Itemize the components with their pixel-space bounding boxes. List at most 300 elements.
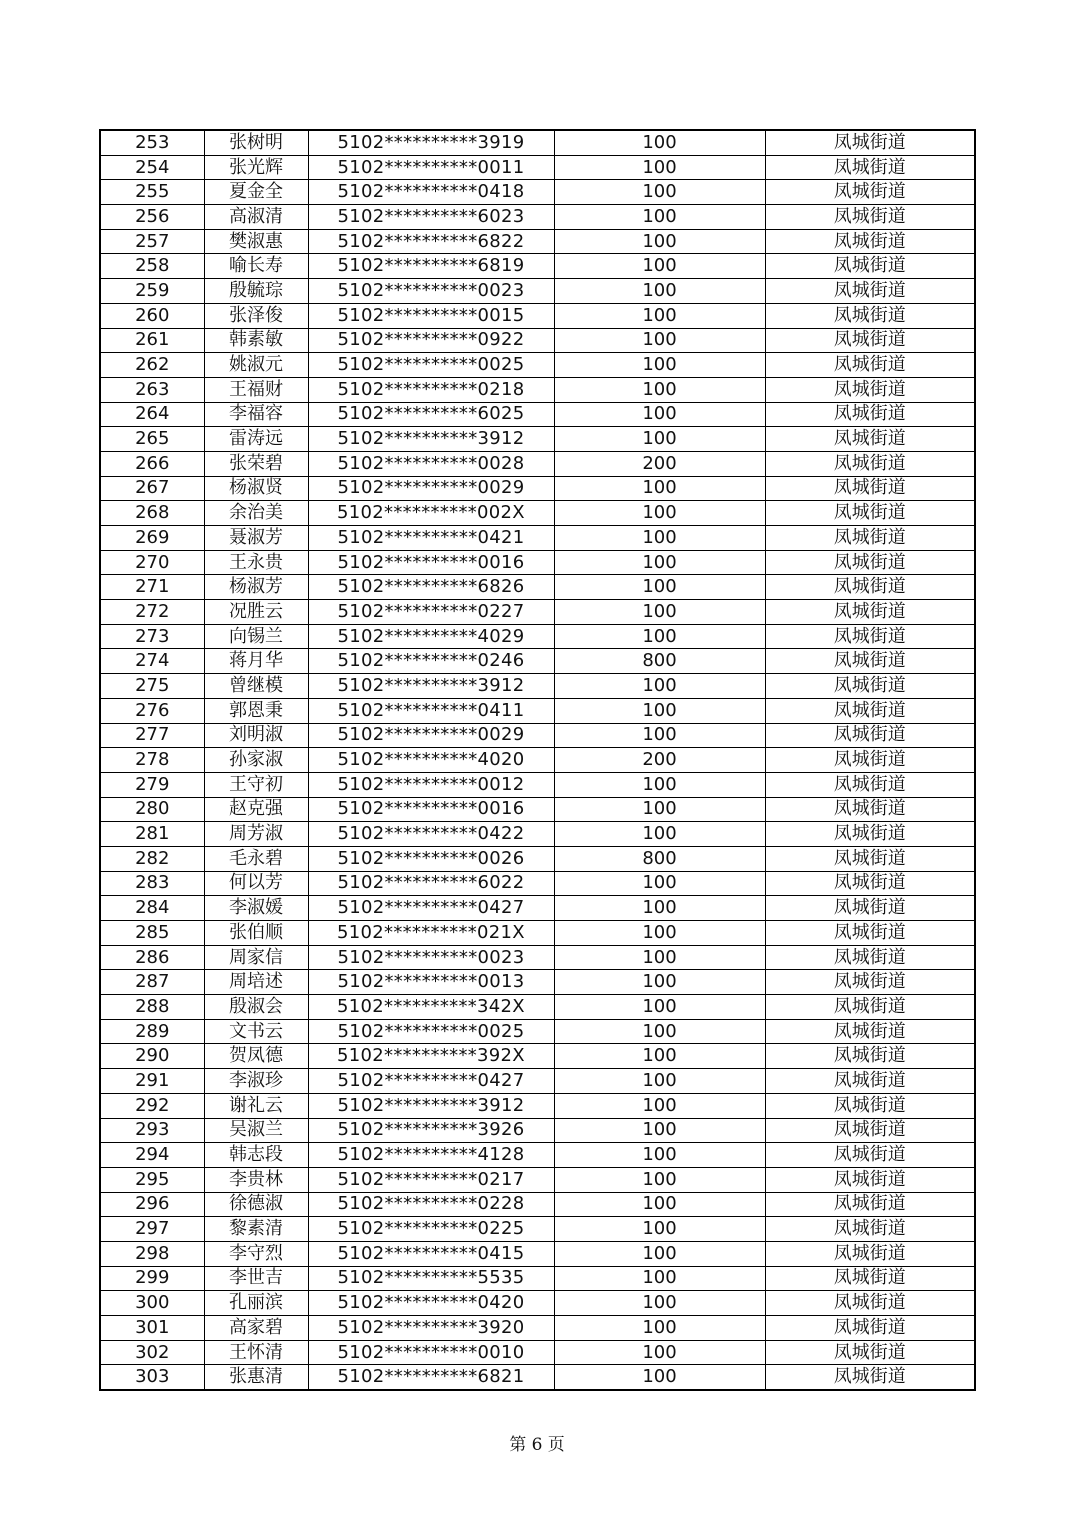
id-number-cell: 5102**********0422: [308, 822, 554, 847]
amount-cell: 100: [554, 772, 765, 797]
subdistrict-cell: 凤城街道: [765, 328, 975, 353]
subdistrict-cell: 凤城街道: [765, 526, 975, 551]
amount-cell: 100: [554, 723, 765, 748]
subdistrict-cell: 凤城街道: [765, 995, 975, 1020]
subdistrict-cell: 凤城街道: [765, 896, 975, 921]
name-cell: 孙家淑: [204, 748, 308, 773]
row-number-cell: 303: [100, 1365, 204, 1390]
amount-cell: 100: [554, 501, 765, 526]
id-number-cell: 5102**********3912: [308, 1093, 554, 1118]
amount-cell: 100: [554, 624, 765, 649]
id-number-cell: 5102**********392X: [308, 1044, 554, 1069]
id-number-cell: 5102**********0015: [308, 303, 554, 328]
id-number-cell: 5102**********0227: [308, 600, 554, 625]
table-row: [100, 353, 975, 378]
row-number-cell: 281: [100, 822, 204, 847]
subdistrict-cell: 凤城街道: [765, 970, 975, 995]
name-cell: 曾继模: [204, 674, 308, 699]
amount-cell: 100: [554, 1291, 765, 1316]
name-cell: 张树明: [204, 130, 308, 155]
subdistrict-cell: 凤城街道: [765, 723, 975, 748]
row-number-cell: 258: [100, 254, 204, 279]
name-cell: 姚淑元: [204, 353, 308, 378]
table-row: [100, 501, 975, 526]
amount-cell: 100: [554, 1192, 765, 1217]
subdistrict-cell: 凤城街道: [765, 1365, 975, 1390]
row-number-cell: 293: [100, 1118, 204, 1143]
subdistrict-cell: 凤城街道: [765, 1044, 975, 1069]
amount-cell: 100: [554, 1316, 765, 1341]
amount-cell: 100: [554, 1266, 765, 1291]
name-cell: 周培述: [204, 970, 308, 995]
row-number-cell: 286: [100, 945, 204, 970]
row-number-cell: 300: [100, 1291, 204, 1316]
id-number-cell: 5102**********0012: [308, 772, 554, 797]
name-cell: 殷毓琮: [204, 279, 308, 304]
amount-cell: 100: [554, 526, 765, 551]
amount-cell: 100: [554, 1019, 765, 1044]
row-number-cell: 289: [100, 1019, 204, 1044]
table-row: [100, 451, 975, 476]
id-number-cell: 5102**********0418: [308, 180, 554, 205]
table-row: [100, 674, 975, 699]
amount-cell: 100: [554, 995, 765, 1020]
name-cell: 韩素敏: [204, 328, 308, 353]
amount-cell: 800: [554, 846, 765, 871]
name-cell: 贺凤德: [204, 1044, 308, 1069]
name-cell: 况胜云: [204, 600, 308, 625]
id-number-cell: 5102**********0028: [308, 451, 554, 476]
row-number-cell: 297: [100, 1217, 204, 1242]
table-row: [100, 1069, 975, 1094]
subdistrict-cell: 凤城街道: [765, 130, 975, 155]
subdistrict-cell: 凤城街道: [765, 600, 975, 625]
name-cell: 杨淑贤: [204, 476, 308, 501]
name-cell: 张伯顺: [204, 921, 308, 946]
name-cell: 王永贵: [204, 550, 308, 575]
name-cell: 李世吉: [204, 1266, 308, 1291]
id-number-cell: 5102**********4029: [308, 624, 554, 649]
id-number-cell: 5102**********0415: [308, 1241, 554, 1266]
name-cell: 李福容: [204, 402, 308, 427]
subdistrict-cell: 凤城街道: [765, 353, 975, 378]
name-cell: 文书云: [204, 1019, 308, 1044]
table-row: [100, 970, 975, 995]
subdistrict-cell: 凤城街道: [765, 624, 975, 649]
name-cell: 夏金全: [204, 180, 308, 205]
table-row: [100, 229, 975, 254]
name-cell: 王守初: [204, 772, 308, 797]
subdistrict-cell: 凤城街道: [765, 575, 975, 600]
row-number-cell: 262: [100, 353, 204, 378]
amount-cell: 100: [554, 427, 765, 452]
amount-cell: 100: [554, 871, 765, 896]
id-number-cell: 5102**********0228: [308, 1192, 554, 1217]
subdistrict-cell: 凤城街道: [765, 945, 975, 970]
table-row: [100, 1044, 975, 1069]
row-number-cell: 266: [100, 451, 204, 476]
name-cell: 李贵林: [204, 1167, 308, 1192]
table-row: [100, 427, 975, 452]
subdistrict-cell: 凤城街道: [765, 1266, 975, 1291]
name-cell: 樊淑惠: [204, 229, 308, 254]
id-number-cell: 5102**********0421: [308, 526, 554, 551]
id-number-cell: 5102**********0420: [308, 1291, 554, 1316]
table-row: [100, 130, 975, 155]
id-number-cell: 5102**********0922: [308, 328, 554, 353]
roster-table-body: [100, 130, 975, 1390]
table-row: [100, 1316, 975, 1341]
amount-cell: 100: [554, 328, 765, 353]
name-cell: 谢礼云: [204, 1093, 308, 1118]
name-cell: 张泽俊: [204, 303, 308, 328]
id-number-cell: 5102**********6025: [308, 402, 554, 427]
row-number-cell: 285: [100, 921, 204, 946]
amount-cell: 100: [554, 1241, 765, 1266]
amount-cell: 100: [554, 180, 765, 205]
subdistrict-cell: 凤城街道: [765, 550, 975, 575]
subdistrict-cell: 凤城街道: [765, 155, 975, 180]
table-row: [100, 1093, 975, 1118]
amount-cell: 200: [554, 451, 765, 476]
row-number-cell: 261: [100, 328, 204, 353]
amount-cell: 100: [554, 1340, 765, 1365]
amount-cell: 100: [554, 1118, 765, 1143]
row-number-cell: 278: [100, 748, 204, 773]
subdistrict-cell: 凤城街道: [765, 1143, 975, 1168]
subdistrict-cell: 凤城街道: [765, 698, 975, 723]
subdistrict-cell: 凤城街道: [765, 254, 975, 279]
id-number-cell: 5102**********0427: [308, 896, 554, 921]
name-cell: 何以芳: [204, 871, 308, 896]
amount-cell: 100: [554, 698, 765, 723]
table-row: [100, 624, 975, 649]
id-number-cell: 5102**********0010: [308, 1340, 554, 1365]
id-number-cell: 5102**********6826: [308, 575, 554, 600]
amount-cell: 100: [554, 550, 765, 575]
amount-cell: 100: [554, 1217, 765, 1242]
amount-cell: 100: [554, 797, 765, 822]
table-row: [100, 328, 975, 353]
id-number-cell: 5102**********0029: [308, 476, 554, 501]
name-cell: 杨淑芳: [204, 575, 308, 600]
id-number-cell: 5102**********6023: [308, 205, 554, 230]
subdistrict-cell: 凤城街道: [765, 1069, 975, 1094]
subdistrict-cell: 凤城街道: [765, 1167, 975, 1192]
table-row: [100, 896, 975, 921]
name-cell: 喻长寿: [204, 254, 308, 279]
subdistrict-cell: 凤城街道: [765, 427, 975, 452]
row-number-cell: 274: [100, 649, 204, 674]
subdistrict-cell: 凤城街道: [765, 1316, 975, 1341]
subdistrict-cell: 凤城街道: [765, 772, 975, 797]
name-cell: 赵克强: [204, 797, 308, 822]
subdistrict-cell: 凤城街道: [765, 205, 975, 230]
table-row: [100, 723, 975, 748]
row-number-cell: 298: [100, 1241, 204, 1266]
id-number-cell: 5102**********0025: [308, 1019, 554, 1044]
name-cell: 雷涛远: [204, 427, 308, 452]
id-number-cell: 5102**********0218: [308, 377, 554, 402]
table-row: [100, 995, 975, 1020]
id-number-cell: 5102**********3920: [308, 1316, 554, 1341]
id-number-cell: 5102**********0026: [308, 846, 554, 871]
table-row: [100, 772, 975, 797]
row-number-cell: 257: [100, 229, 204, 254]
subdistrict-cell: 凤城街道: [765, 1217, 975, 1242]
id-number-cell: 5102**********3912: [308, 427, 554, 452]
table-row: [100, 1266, 975, 1291]
subdistrict-cell: 凤城街道: [765, 1340, 975, 1365]
row-number-cell: 276: [100, 698, 204, 723]
row-number-cell: 255: [100, 180, 204, 205]
amount-cell: 100: [554, 1143, 765, 1168]
id-number-cell: 5102**********6821: [308, 1365, 554, 1390]
amount-cell: 100: [554, 575, 765, 600]
table-row: [100, 205, 975, 230]
row-number-cell: 282: [100, 846, 204, 871]
name-cell: 黎素清: [204, 1217, 308, 1242]
amount-cell: 100: [554, 476, 765, 501]
amount-cell: 100: [554, 1167, 765, 1192]
subdistrict-cell: 凤城街道: [765, 1192, 975, 1217]
subdistrict-cell: 凤城街道: [765, 402, 975, 427]
table-row: [100, 377, 975, 402]
subdistrict-cell: 凤城街道: [765, 377, 975, 402]
row-number-cell: 284: [100, 896, 204, 921]
subdistrict-cell: 凤城街道: [765, 748, 975, 773]
row-number-cell: 296: [100, 1192, 204, 1217]
table-row: [100, 698, 975, 723]
table-row: [100, 945, 975, 970]
name-cell: 聂淑芳: [204, 526, 308, 551]
id-number-cell: 5102**********0023: [308, 279, 554, 304]
table-row: [100, 1365, 975, 1390]
table-row: [100, 600, 975, 625]
table-row: [100, 797, 975, 822]
page-number: 第 6 页: [509, 1435, 565, 1455]
table-row: [100, 279, 975, 304]
name-cell: 向锡兰: [204, 624, 308, 649]
row-number-cell: 294: [100, 1143, 204, 1168]
table-row: [100, 254, 975, 279]
subdistrict-cell: 凤城街道: [765, 303, 975, 328]
subdistrict-cell: 凤城街道: [765, 1118, 975, 1143]
table-row: [100, 1118, 975, 1143]
subdistrict-cell: 凤城街道: [765, 180, 975, 205]
row-number-cell: 263: [100, 377, 204, 402]
amount-cell: 100: [554, 1093, 765, 1118]
name-cell: 张荣碧: [204, 451, 308, 476]
subdistrict-cell: 凤城街道: [765, 451, 975, 476]
id-number-cell: 5102**********0016: [308, 550, 554, 575]
row-number-cell: 302: [100, 1340, 204, 1365]
id-number-cell: 5102**********5535: [308, 1266, 554, 1291]
id-number-cell: 5102**********3926: [308, 1118, 554, 1143]
id-number-cell: 5102**********0246: [308, 649, 554, 674]
row-number-cell: 254: [100, 155, 204, 180]
name-cell: 张惠清: [204, 1365, 308, 1390]
name-cell: 李守烈: [204, 1241, 308, 1266]
row-number-cell: 280: [100, 797, 204, 822]
row-number-cell: 259: [100, 279, 204, 304]
row-number-cell: 291: [100, 1069, 204, 1094]
row-number-cell: 271: [100, 575, 204, 600]
id-number-cell: 5102**********0029: [308, 723, 554, 748]
subdistrict-cell: 凤城街道: [765, 846, 975, 871]
id-number-cell: 5102**********3919: [308, 130, 554, 155]
amount-cell: 100: [554, 921, 765, 946]
subdistrict-cell: 凤城街道: [765, 649, 975, 674]
amount-cell: 100: [554, 402, 765, 427]
table-row: [100, 155, 975, 180]
row-number-cell: 290: [100, 1044, 204, 1069]
row-number-cell: 273: [100, 624, 204, 649]
table-row: [100, 1167, 975, 1192]
table-row: [100, 1192, 975, 1217]
table-row: [100, 846, 975, 871]
table-row: [100, 1019, 975, 1044]
id-number-cell: 5102**********4020: [308, 748, 554, 773]
id-number-cell: 5102**********0411: [308, 698, 554, 723]
table-row: [100, 921, 975, 946]
row-number-cell: 270: [100, 550, 204, 575]
amount-cell: 100: [554, 1044, 765, 1069]
name-cell: 周家信: [204, 945, 308, 970]
name-cell: 周芳淑: [204, 822, 308, 847]
id-number-cell: 5102**********342X: [308, 995, 554, 1020]
row-number-cell: 268: [100, 501, 204, 526]
table-row: [100, 550, 975, 575]
amount-cell: 100: [554, 254, 765, 279]
table-row: [100, 822, 975, 847]
name-cell: 孔丽滨: [204, 1291, 308, 1316]
name-cell: 王福财: [204, 377, 308, 402]
name-cell: 徐德淑: [204, 1192, 308, 1217]
id-number-cell: 5102**********3912: [308, 674, 554, 699]
table-row: [100, 1340, 975, 1365]
amount-cell: 100: [554, 229, 765, 254]
row-number-cell: 292: [100, 1093, 204, 1118]
name-cell: 殷淑会: [204, 995, 308, 1020]
name-cell: 高淑清: [204, 205, 308, 230]
amount-cell: 100: [554, 353, 765, 378]
id-number-cell: 5102**********6822: [308, 229, 554, 254]
subdistrict-cell: 凤城街道: [765, 279, 975, 304]
row-number-cell: 299: [100, 1266, 204, 1291]
amount-cell: 100: [554, 945, 765, 970]
amount-cell: 100: [554, 279, 765, 304]
name-cell: 刘明淑: [204, 723, 308, 748]
row-number-cell: 279: [100, 772, 204, 797]
id-number-cell: 5102**********021X: [308, 921, 554, 946]
roster-table: [99, 129, 976, 1391]
row-number-cell: 287: [100, 970, 204, 995]
table-row: [100, 871, 975, 896]
row-number-cell: 288: [100, 995, 204, 1020]
amount-cell: 100: [554, 970, 765, 995]
subdistrict-cell: 凤城街道: [765, 797, 975, 822]
table-row: [100, 1241, 975, 1266]
name-cell: 韩志段: [204, 1143, 308, 1168]
table-row: [100, 649, 975, 674]
amount-cell: 100: [554, 130, 765, 155]
amount-cell: 100: [554, 822, 765, 847]
table-row: [100, 1217, 975, 1242]
row-number-cell: 264: [100, 402, 204, 427]
subdistrict-cell: 凤城街道: [765, 1291, 975, 1316]
id-number-cell: 5102**********6819: [308, 254, 554, 279]
amount-cell: 100: [554, 1069, 765, 1094]
table-row: [100, 476, 975, 501]
row-number-cell: 277: [100, 723, 204, 748]
name-cell: 郭恩秉: [204, 698, 308, 723]
row-number-cell: 283: [100, 871, 204, 896]
subdistrict-cell: 凤城街道: [765, 229, 975, 254]
table-row: [100, 575, 975, 600]
table-row: [100, 526, 975, 551]
id-number-cell: 5102**********0023: [308, 945, 554, 970]
subdistrict-cell: 凤城街道: [765, 501, 975, 526]
table-row: [100, 748, 975, 773]
amount-cell: 100: [554, 377, 765, 402]
table-row: [100, 303, 975, 328]
table-row: [100, 1143, 975, 1168]
subdistrict-cell: 凤城街道: [765, 1093, 975, 1118]
subdistrict-cell: 凤城街道: [765, 822, 975, 847]
row-number-cell: 256: [100, 205, 204, 230]
amount-cell: 100: [554, 303, 765, 328]
amount-cell: 200: [554, 748, 765, 773]
id-number-cell: 5102**********6022: [308, 871, 554, 896]
row-number-cell: 301: [100, 1316, 204, 1341]
id-number-cell: 5102**********0016: [308, 797, 554, 822]
row-number-cell: 269: [100, 526, 204, 551]
name-cell: 蒋月华: [204, 649, 308, 674]
id-number-cell: 5102**********0011: [308, 155, 554, 180]
amount-cell: 100: [554, 896, 765, 921]
table-row: [100, 402, 975, 427]
subdistrict-cell: 凤城街道: [765, 476, 975, 501]
row-number-cell: 295: [100, 1167, 204, 1192]
subdistrict-cell: 凤城街道: [765, 871, 975, 896]
id-number-cell: 5102**********4128: [308, 1143, 554, 1168]
id-number-cell: 5102**********002X: [308, 501, 554, 526]
name-cell: 余治美: [204, 501, 308, 526]
id-number-cell: 5102**********0025: [308, 353, 554, 378]
amount-cell: 100: [554, 155, 765, 180]
name-cell: 李淑媛: [204, 896, 308, 921]
name-cell: 张光辉: [204, 155, 308, 180]
subdistrict-cell: 凤城街道: [765, 1241, 975, 1266]
amount-cell: 100: [554, 674, 765, 699]
table-row: [100, 1291, 975, 1316]
amount-cell: 100: [554, 600, 765, 625]
subdistrict-cell: 凤城街道: [765, 921, 975, 946]
row-number-cell: 260: [100, 303, 204, 328]
row-number-cell: 253: [100, 130, 204, 155]
table-row: [100, 180, 975, 205]
subdistrict-cell: 凤城街道: [765, 1019, 975, 1044]
id-number-cell: 5102**********0225: [308, 1217, 554, 1242]
name-cell: 高家碧: [204, 1316, 308, 1341]
amount-cell: 100: [554, 205, 765, 230]
name-cell: 李淑珍: [204, 1069, 308, 1094]
roster-table-container: [99, 129, 974, 1391]
amount-cell: 800: [554, 649, 765, 674]
amount-cell: 100: [554, 1365, 765, 1390]
id-number-cell: 5102**********0427: [308, 1069, 554, 1094]
